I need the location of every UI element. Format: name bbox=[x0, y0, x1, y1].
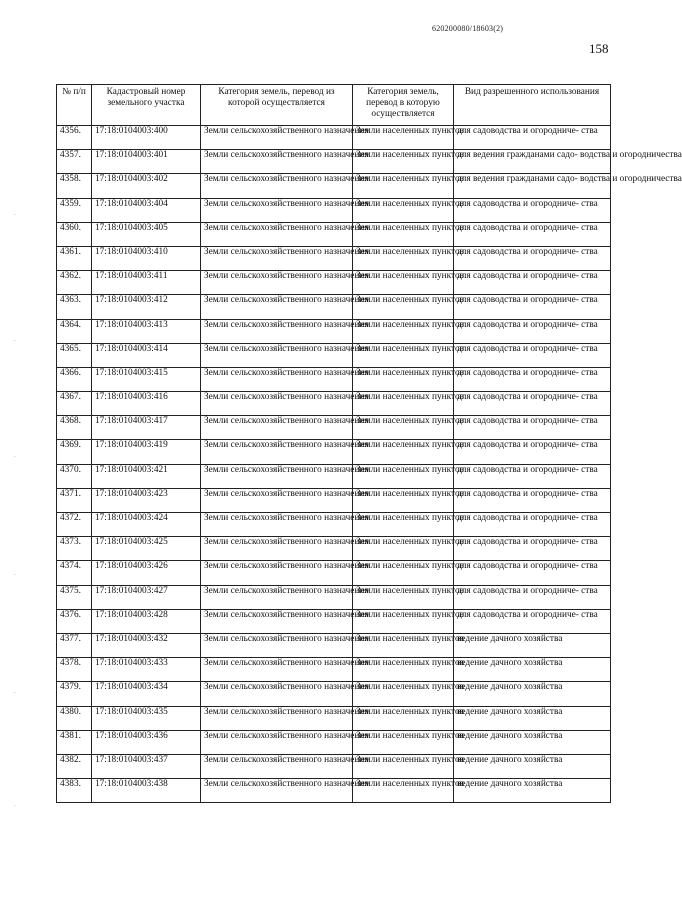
column-header-permitted-use: Вид разрешенного использования bbox=[454, 85, 611, 126]
category-from: Земли сельскохозяйственного назначения bbox=[201, 561, 353, 585]
category-to: Земли населенных пунктов bbox=[353, 633, 454, 657]
permitted-use: для садоводства и огородниче- ства bbox=[454, 319, 611, 343]
permitted-use: для садоводства и огородниче- ства bbox=[454, 609, 611, 633]
cadastral-number: 17:18:0104003:436 bbox=[92, 730, 201, 754]
category-to: Земли населенных пунктов bbox=[353, 246, 454, 270]
row-number: 4357. bbox=[57, 150, 92, 174]
row-number: 4379. bbox=[57, 682, 92, 706]
category-from: Земли сельскохозяйственного назначения bbox=[201, 706, 353, 730]
category-to: Земли населенных пунктов bbox=[353, 609, 454, 633]
cadastral-number: 17:18:0104003:428 bbox=[92, 609, 201, 633]
permitted-use: для садоводства и огородниче- ства bbox=[454, 585, 611, 609]
category-from: Земли сельскохозяйственного назначения bbox=[201, 319, 353, 343]
scan-mark: · bbox=[14, 572, 16, 579]
category-to: Земли населенных пунктов bbox=[353, 682, 454, 706]
category-to: Земли населенных пунктов bbox=[353, 537, 454, 561]
permitted-use: ведение дачного хозяйства bbox=[454, 682, 611, 706]
permitted-use: для садоводства и огородниче- ства bbox=[454, 561, 611, 585]
cadastral-number: 17:18:0104003:416 bbox=[92, 392, 201, 416]
cadastral-number: 17:18:0104003:402 bbox=[92, 174, 201, 198]
category-to: Земли населенных пунктов bbox=[353, 222, 454, 246]
table-row bbox=[57, 198, 611, 222]
table-row bbox=[57, 295, 611, 319]
row-number: 4360. bbox=[57, 222, 92, 246]
row-number: 4378. bbox=[57, 658, 92, 682]
table-row bbox=[57, 585, 611, 609]
category-from: Земли сельскохозяйственного назначения bbox=[201, 198, 353, 222]
cadastral-number: 17:18:0104003:433 bbox=[92, 658, 201, 682]
permitted-use: для садоводства и огородниче- ства bbox=[454, 367, 611, 391]
permitted-use: для садоводства и огородниче- ства bbox=[454, 464, 611, 488]
table-row bbox=[57, 392, 611, 416]
column-header-number: № п/п bbox=[57, 85, 92, 126]
permitted-use: для ведения гражданами садо- водства и огородничества bbox=[454, 174, 611, 198]
table-row bbox=[57, 658, 611, 682]
scan-mark: · bbox=[14, 338, 16, 345]
row-number: 4377. bbox=[57, 633, 92, 657]
table-row bbox=[57, 609, 611, 633]
table-row bbox=[57, 633, 611, 657]
category-to: Земли населенных пунктов bbox=[353, 754, 454, 778]
category-to: Земли населенных пунктов bbox=[353, 585, 454, 609]
permitted-use: для садоводства и огородниче- ства bbox=[454, 222, 611, 246]
category-from: Земли сельскохозяйственного назначения bbox=[201, 174, 353, 198]
cadastral-number: 17:18:0104003:437 bbox=[92, 754, 201, 778]
category-to: Земли населенных пунктов bbox=[353, 126, 454, 150]
row-number: 4361. bbox=[57, 246, 92, 270]
table-row bbox=[57, 222, 611, 246]
cadastral-number: 17:18:0104003:404 bbox=[92, 198, 201, 222]
permitted-use: для садоводства и огородниче- ства bbox=[454, 416, 611, 440]
category-from: Земли сельскохозяйственного назначения bbox=[201, 754, 353, 778]
row-number: 4359. bbox=[57, 198, 92, 222]
row-number: 4368. bbox=[57, 416, 92, 440]
category-from: Земли сельскохозяйственного назначения bbox=[201, 392, 353, 416]
cadastral-number: 17:18:0104003:426 bbox=[92, 561, 201, 585]
permitted-use: для садоводства и огородниче- ства bbox=[454, 271, 611, 295]
row-number: 4366. bbox=[57, 367, 92, 391]
row-number: 4381. bbox=[57, 730, 92, 754]
category-from: Земли сельскохозяйственного назначения bbox=[201, 246, 353, 270]
scan-mark: · bbox=[14, 803, 16, 810]
row-number: 4382. bbox=[57, 754, 92, 778]
cadastral-number: 17:18:0104003:423 bbox=[92, 488, 201, 512]
document-number: 620200080/18603(2) bbox=[432, 24, 504, 33]
scan-mark: · bbox=[14, 212, 16, 219]
category-to: Земли населенных пунктов bbox=[353, 343, 454, 367]
column-header-category-from: Категория земель, перевод из которой осуществляется bbox=[201, 85, 353, 126]
cadastral-number: 17:18:0104003:400 bbox=[92, 126, 201, 150]
row-number: 4380. bbox=[57, 706, 92, 730]
row-number: 4358. bbox=[57, 174, 92, 198]
category-to: Земли населенных пунктов bbox=[353, 198, 454, 222]
table-row bbox=[57, 730, 611, 754]
permitted-use: для садоводства и огородниче- ства bbox=[454, 392, 611, 416]
land-plots-table bbox=[56, 84, 682, 803]
cadastral-number: 17:18:0104003:412 bbox=[92, 295, 201, 319]
permitted-use: ведение дачного хозяйства bbox=[454, 706, 611, 730]
category-to: Земли населенных пунктов bbox=[353, 440, 454, 464]
category-to: Земли населенных пунктов bbox=[353, 464, 454, 488]
cadastral-number: 17:18:0104003:427 bbox=[92, 585, 201, 609]
category-from: Земли сельскохозяйственного назначения bbox=[201, 658, 353, 682]
page-number: 158 bbox=[589, 41, 609, 56]
category-from: Земли сельскохозяйственного назначения bbox=[201, 488, 353, 512]
category-to: Земли населенных пунктов bbox=[353, 730, 454, 754]
table-row bbox=[57, 174, 611, 198]
table-row bbox=[57, 150, 611, 174]
permitted-use: для садоводства и огородниче- ства bbox=[454, 126, 611, 150]
row-number: 4373. bbox=[57, 537, 92, 561]
category-from: Земли сельскохозяйственного назначения bbox=[201, 440, 353, 464]
permitted-use: ведение дачного хозяйства bbox=[454, 658, 611, 682]
category-to: Земли населенных пунктов bbox=[353, 367, 454, 391]
row-number: 4372. bbox=[57, 513, 92, 537]
row-number: 4370. bbox=[57, 464, 92, 488]
cadastral-number: 17:18:0104003:415 bbox=[92, 367, 201, 391]
category-from: Земли сельскохозяйственного назначения bbox=[201, 730, 353, 754]
row-number: 4375. bbox=[57, 585, 92, 609]
permitted-use: ведение дачного хозяйства bbox=[454, 633, 611, 657]
category-from: Земли сельскохозяйственного назначения bbox=[201, 222, 353, 246]
cadastral-number: 17:18:0104003:434 bbox=[92, 682, 201, 706]
category-from: Земли сельскохозяйственного назначения bbox=[201, 682, 353, 706]
table-row bbox=[57, 440, 611, 464]
category-to: Земли населенных пунктов bbox=[353, 392, 454, 416]
table-header bbox=[57, 85, 611, 126]
category-to: Земли населенных пунктов bbox=[353, 271, 454, 295]
table-row bbox=[57, 513, 611, 537]
table-row bbox=[57, 416, 611, 440]
permitted-use: для садоводства и огородниче- ства bbox=[454, 513, 611, 537]
column-header-category-to: Категория земель, перевод в которую осуществляется bbox=[353, 85, 454, 126]
row-number: 4362. bbox=[57, 271, 92, 295]
cadastral-number: 17:18:0104003:410 bbox=[92, 246, 201, 270]
table-row bbox=[57, 271, 611, 295]
category-from: Земли сельскохозяйственного назначения bbox=[201, 464, 353, 488]
permitted-use: для садоводства и огородниче- ства bbox=[454, 343, 611, 367]
category-from: Земли сельскохозяйственного назначения bbox=[201, 271, 353, 295]
permitted-use: для садоводства и огородниче- ства bbox=[454, 488, 611, 512]
category-to: Земли населенных пунктов bbox=[353, 779, 454, 803]
table-row bbox=[57, 367, 611, 391]
category-from: Земли сельскохозяйственного назначения bbox=[201, 537, 353, 561]
permitted-use: ведение дачного хозяйства bbox=[454, 730, 611, 754]
table-row bbox=[57, 706, 611, 730]
category-from: Земли сельскохозяйственного назначения bbox=[201, 416, 353, 440]
category-to: Земли населенных пунктов bbox=[353, 416, 454, 440]
cadastral-number: 17:18:0104003:438 bbox=[92, 779, 201, 803]
row-number: 4364. bbox=[57, 319, 92, 343]
row-number: 4363. bbox=[57, 295, 92, 319]
table-row bbox=[57, 319, 611, 343]
category-from: Земли сельскохозяйственного назначения bbox=[201, 779, 353, 803]
table-row bbox=[57, 126, 611, 150]
table-row bbox=[57, 488, 611, 512]
category-from: Земли сельскохозяйственного назначения bbox=[201, 585, 353, 609]
permitted-use: для садоводства и огородниче- ства bbox=[454, 537, 611, 561]
category-to: Земли населенных пунктов bbox=[353, 706, 454, 730]
cadastral-number: 17:18:0104003:411 bbox=[92, 271, 201, 295]
table-row bbox=[57, 343, 611, 367]
permitted-use: ведение дачного хозяйства bbox=[454, 754, 611, 778]
cadastral-number: 17:18:0104003:417 bbox=[92, 416, 201, 440]
category-from: Земли сельскохозяйственного назначения bbox=[201, 633, 353, 657]
table-row bbox=[57, 561, 611, 585]
cadastral-number: 17:18:0104003:419 bbox=[92, 440, 201, 464]
cadastral-number: 17:18:0104003:425 bbox=[92, 537, 201, 561]
table-row bbox=[57, 779, 611, 803]
cadastral-number: 17:18:0104003:414 bbox=[92, 343, 201, 367]
column-header-cadastral: Кадастровый номер земельного участка bbox=[92, 85, 201, 126]
cadastral-number: 17:18:0104003:401 bbox=[92, 150, 201, 174]
scan-mark: · bbox=[14, 690, 16, 697]
cadastral-number: 17:18:0104003:432 bbox=[92, 633, 201, 657]
row-number: 4374. bbox=[57, 561, 92, 585]
cadastral-number: 17:18:0104003:435 bbox=[92, 706, 201, 730]
category-to: Земли населенных пунктов bbox=[353, 658, 454, 682]
table-row bbox=[57, 464, 611, 488]
category-from: Земли сельскохозяйственного назначения bbox=[201, 126, 353, 150]
table-row bbox=[57, 246, 611, 270]
category-to: Земли населенных пунктов bbox=[353, 150, 454, 174]
table-row bbox=[57, 754, 611, 778]
row-number: 4365. bbox=[57, 343, 92, 367]
row-number: 4356. bbox=[57, 126, 92, 150]
category-from: Земли сельскохозяйственного назначения bbox=[201, 295, 353, 319]
category-to: Земли населенных пунктов bbox=[353, 561, 454, 585]
permitted-use: для садоводства и огородниче- ства bbox=[454, 246, 611, 270]
permitted-use: для садоводства и огородниче- ства bbox=[454, 440, 611, 464]
category-to: Земли населенных пунктов bbox=[353, 488, 454, 512]
permitted-use: ведение дачного хозяйства bbox=[454, 779, 611, 803]
category-to: Земли населенных пунктов bbox=[353, 295, 454, 319]
row-number: 4367. bbox=[57, 392, 92, 416]
table-row bbox=[57, 537, 611, 561]
category-from: Земли сельскохозяйственного назначения bbox=[201, 343, 353, 367]
scan-mark: · bbox=[14, 454, 16, 461]
permitted-use: для ведения гражданами садо- водства и огородничества bbox=[454, 150, 611, 174]
row-number: 4383. bbox=[57, 779, 92, 803]
cadastral-number: 17:18:0104003:424 bbox=[92, 513, 201, 537]
row-number: 4369. bbox=[57, 440, 92, 464]
category-to: Земли населенных пунктов bbox=[353, 174, 454, 198]
row-number: 4371. bbox=[57, 488, 92, 512]
permitted-use: для садоводства и огородниче- ства bbox=[454, 295, 611, 319]
category-from: Земли сельскохозяйственного назначения bbox=[201, 513, 353, 537]
cadastral-number: 17:18:0104003:405 bbox=[92, 222, 201, 246]
table-row bbox=[57, 682, 611, 706]
category-to: Земли населенных пунктов bbox=[353, 513, 454, 537]
category-to: Земли населенных пунктов bbox=[353, 319, 454, 343]
permitted-use: для садоводства и огородниче- ства bbox=[454, 198, 611, 222]
category-from: Земли сельскохозяйственного назначения bbox=[201, 609, 353, 633]
cadastral-number: 17:18:0104003:413 bbox=[92, 319, 201, 343]
cadastral-number: 17:18:0104003:421 bbox=[92, 464, 201, 488]
row-number: 4376. bbox=[57, 609, 92, 633]
category-from: Земли сельскохозяйственного назначения bbox=[201, 367, 353, 391]
category-from: Земли сельскохозяйственного назначения bbox=[201, 150, 353, 174]
table-body bbox=[57, 126, 682, 803]
